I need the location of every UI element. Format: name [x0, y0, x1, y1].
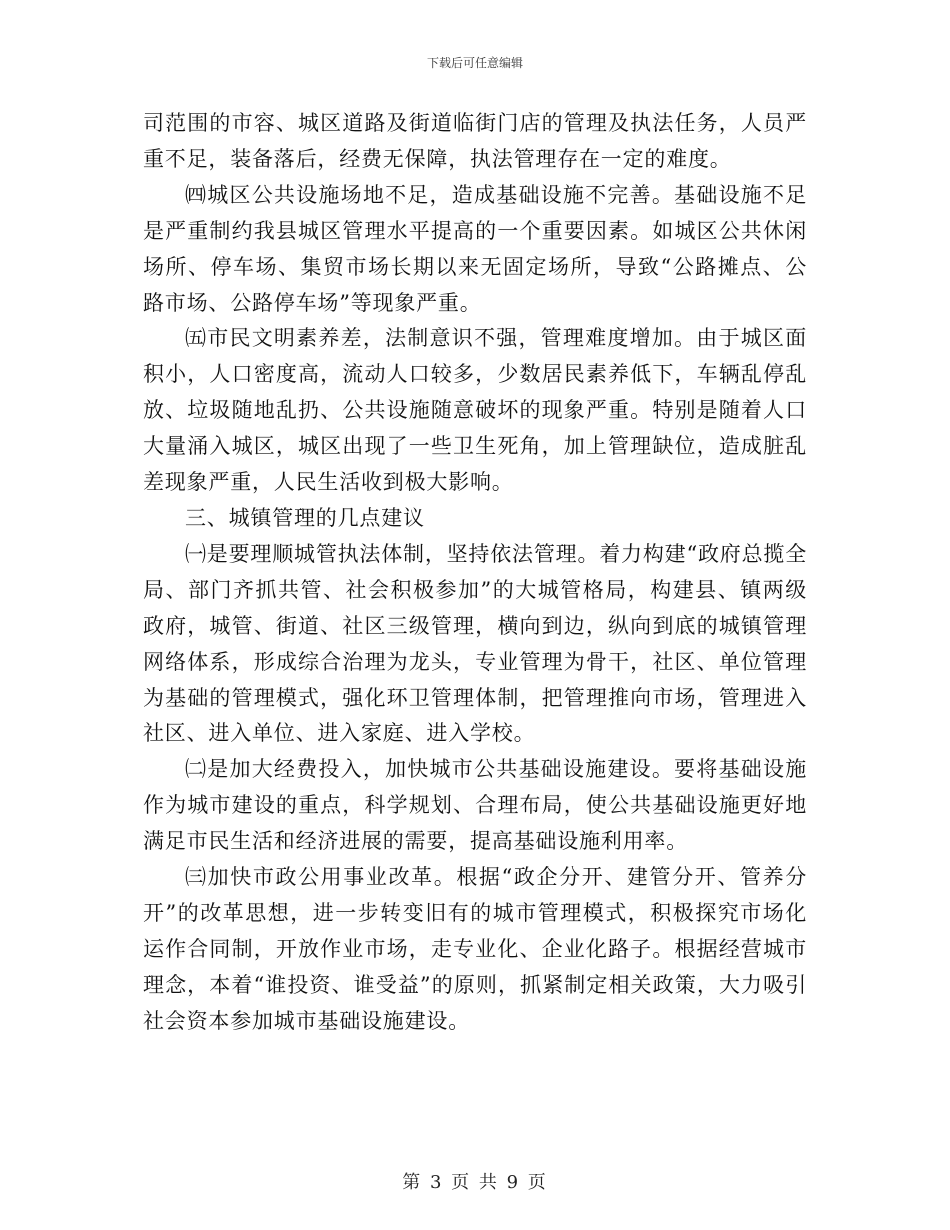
paragraph: 司范围的市容、城区道路及街道临街门店的管理及执法任务，人员严重不足，装备落后，经费无保障，执法管理存在一定的难度。 [143, 111, 807, 171]
page-header: 下载后可任意编辑 [426, 56, 523, 70]
document-body [143, 106, 807, 1040]
paragraph: ㈤市民文明素养差，法制意识不强，管理难度增加。由于城区面积小，人口密度高，流动人口较多，少数居民素养低下，车辆乱停乱放、垃圾随地乱扔、公共设施随意破坏的现象严重。特别是随着人口大量涌入城区，城区出现了一些卫生死角，加上管理缺位，造成脏乱差现象严重，人民生活收到极大影响。 [143, 326, 807, 495]
paragraph: ㈠是要理顺城管执法体制，坚持依法管理。着力构建“政府总揽全局、部门齐抓共管、社会积极参加”的大城管格局，构建县、镇两级政府，城管、街道、社区三级管理，横向到边，纵向到底的城镇管理网络体系，形成综合治理为龙头，专业管理为骨干，社区、单位管理为基础的管理模式，强化环卫管理体制，把管理推向市场，管理进入社区、进入单位、进入家庭、进入学校。 [143, 541, 807, 746]
page-number-footer: 第 3 页 共 9 页 [402, 1172, 548, 1193]
section-heading: 三、城镇管理的几点建议 [185, 505, 425, 530]
paragraph: ㈢加快市政公用事业改革。根据“政企分开、建管分开、管养分开”的改革思想，进一步转变旧有的城市管理模式，积极探究市场化运作合同制，开放作业市场，走专业化、企业化路子。根据经营城市理念，本着“谁投资、谁受益”的原则，抓紧制定相关政策，大力吸引社会资本参加城市基础设施建设。 [143, 865, 807, 1033]
paragraph: ㈣城区公共设施场地不足，造成基础设施不完善。基础设施不足是严重制约我县城区管理水平提高的一个重要因素。如城区公共休闲场所、停车场、集贸市场长期以来无固定场所，导致“公路摊点、公路市场、公路停车场”等现象严重。 [143, 182, 807, 315]
paragraph: ㈡是加大经费投入，加快城市公共基础设施建设。要将基础设施作为城市建设的重点，科学规划、合理布局，使公共基础设施更好地满足市民生活和经济进展的需要，提高基础设施利用率。 [143, 757, 807, 854]
